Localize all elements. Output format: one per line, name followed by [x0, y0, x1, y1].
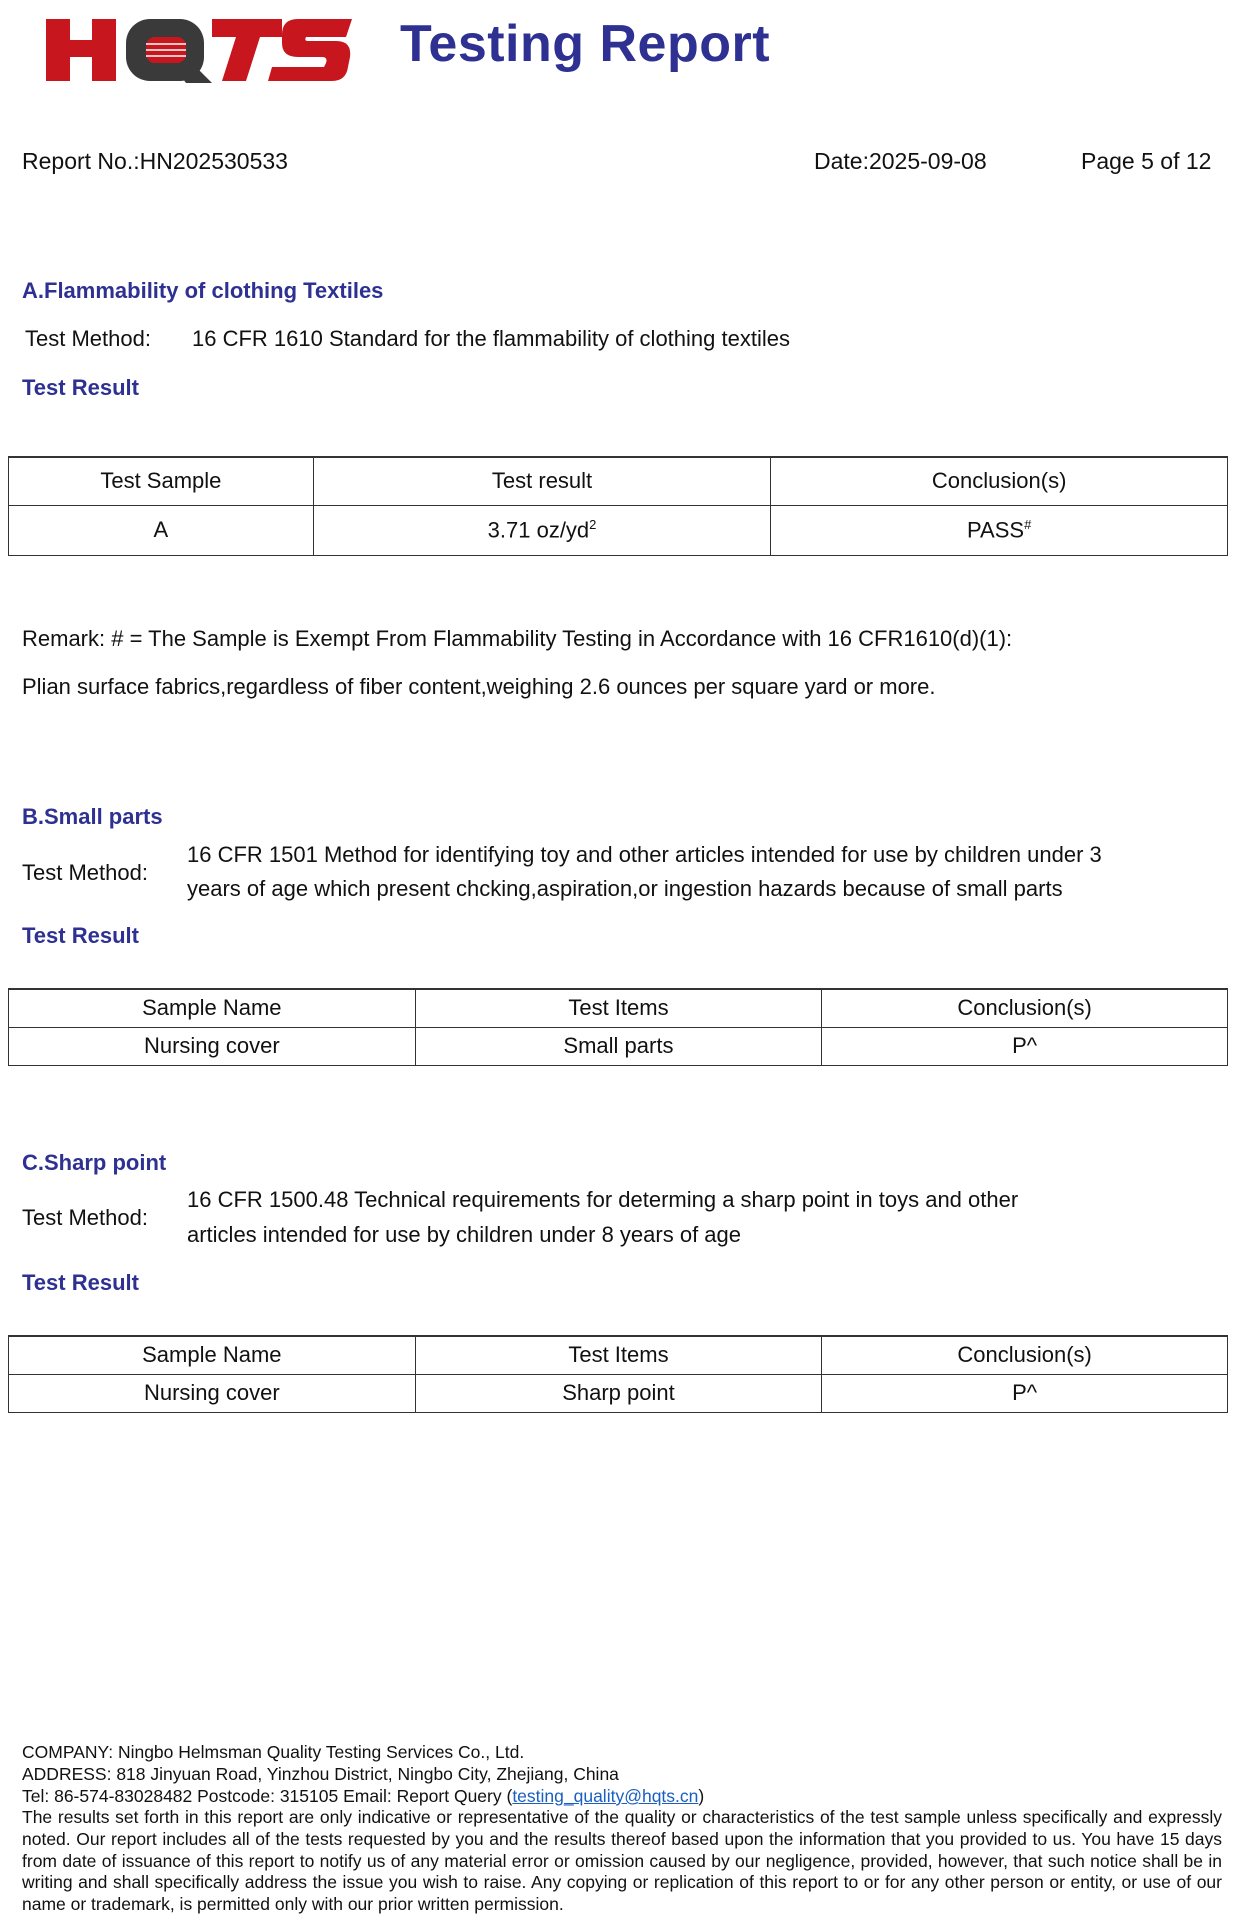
remark-line-2: Plian surface fabrics,regardless of fiber content,weighing 2.6 ounces per square yard or more.	[22, 674, 936, 699]
section-c-method-line2: articles intended for use by children under 8 years of age	[187, 1222, 741, 1247]
header-cell: Test result	[313, 457, 771, 505]
conclusion-cell: P^	[822, 1027, 1228, 1065]
table-row	[9, 1374, 1228, 1412]
header-cell: Conclusion(s)	[771, 457, 1228, 505]
conclusion-cell: PASS#	[771, 505, 1228, 555]
section-b-method-line2: years of age which present chcking,aspiration,or ingestion hazards because of small parts	[187, 876, 1063, 901]
result-cell: 3.71 $oz/yd^2$	[313, 505, 771, 555]
remark-line-1: Remark: # = The Sample is Exempt From Flammability Testing in Accordance with 16 CFR1610(d)(1):	[22, 626, 1013, 651]
header-cell: Test Sample	[9, 457, 314, 505]
section-b-title: B.Small parts	[22, 804, 163, 829]
section-c-method-line1: 16 CFR 1500.48 Technical requirements for determing a sharp point in toys and other	[187, 1187, 1019, 1212]
footer-disclaimer: The results set forth in this report are only indicative or representative of the quality or characteristics of the test sample unless specifically and expressly noted. Our report includes all of the tests requested by you and the results thereof based upon the information that you provided to us. You have 15 days from date of issuance of this report to notify us of any material error or omission caused by our negligence, provided, however, that such notice shall be in writing and shall specifically address the issue you wish to raise. Any copying or replication of this report to or for any other person or entity, or use of our name or trademark, is permitted only with our prior written permission.	[22, 1807, 1222, 1915]
header-cell: Test Items	[415, 989, 822, 1027]
section-b-result-label: Test Result	[22, 923, 139, 948]
section-c-table	[8, 1335, 1228, 1413]
table-header-row	[9, 457, 1228, 505]
section-b-method-line1: 16 CFR 1501 Method for identifying toy and other articles intended for use by children under 3	[187, 842, 1102, 867]
section-b-table	[8, 988, 1228, 1066]
section-a-result-label: Test Result	[22, 375, 139, 400]
sample-name-cell: Nursing cover	[9, 1027, 416, 1065]
test-item-cell: Sharp point	[415, 1374, 822, 1412]
hqts-logo	[46, 17, 352, 83]
report-number: Report No.:HN202530533	[22, 148, 288, 174]
report-date: Date:2025-09-08	[814, 148, 987, 174]
footer-company: COMPANY: Ningbo Helmsman Quality Testing Services Co., Ltd.	[22, 1742, 525, 1762]
header-cell: Conclusion(s)	[822, 1336, 1228, 1374]
sample-name-cell: Nursing cover	[9, 1374, 416, 1412]
header-cell: Conclusion(s)	[822, 989, 1228, 1027]
footer-address: ADDRESS: 818 Jinyuan Road, Yinzhou District, Ningbo City, Zhejiang, China	[22, 1764, 619, 1784]
header-cell: Test Items	[415, 1336, 822, 1374]
header-cell: Sample Name	[9, 1336, 416, 1374]
footer-contact: Tel: 86-574-83028482 Postcode: 315105 Email: Report Query (testing_quality@hqts.cn)	[22, 1786, 705, 1806]
section-c-title: C.Sharp point	[22, 1150, 167, 1175]
report-title: Testing Report	[400, 15, 771, 73]
table-header-row	[9, 989, 1228, 1027]
header-cell: Sample Name	[9, 989, 416, 1027]
table-row	[9, 1027, 1228, 1065]
section-a-title: A.Flammability of clothing Textiles	[22, 278, 384, 303]
section-c-method-label: Test Method:	[22, 1205, 148, 1230]
section-c-result-label: Test Result	[22, 1270, 139, 1295]
conclusion-cell: P^	[822, 1374, 1228, 1412]
sample-cell: A	[9, 505, 314, 555]
table-header-row	[9, 1336, 1228, 1374]
page-number: Page 5 of 12	[1081, 148, 1212, 174]
section-a-table	[8, 456, 1228, 556]
section-a-method-label: Test Method:	[25, 326, 151, 351]
test-item-cell: Small parts	[415, 1027, 822, 1065]
email-link[interactable]: testing_quality@hqts.cn	[512, 1786, 699, 1806]
section-a-method: 16 CFR 1610 Standard for the flammability of clothing textiles	[192, 326, 790, 351]
section-b-method-label: Test Method:	[22, 860, 148, 885]
table-row	[9, 505, 1228, 555]
